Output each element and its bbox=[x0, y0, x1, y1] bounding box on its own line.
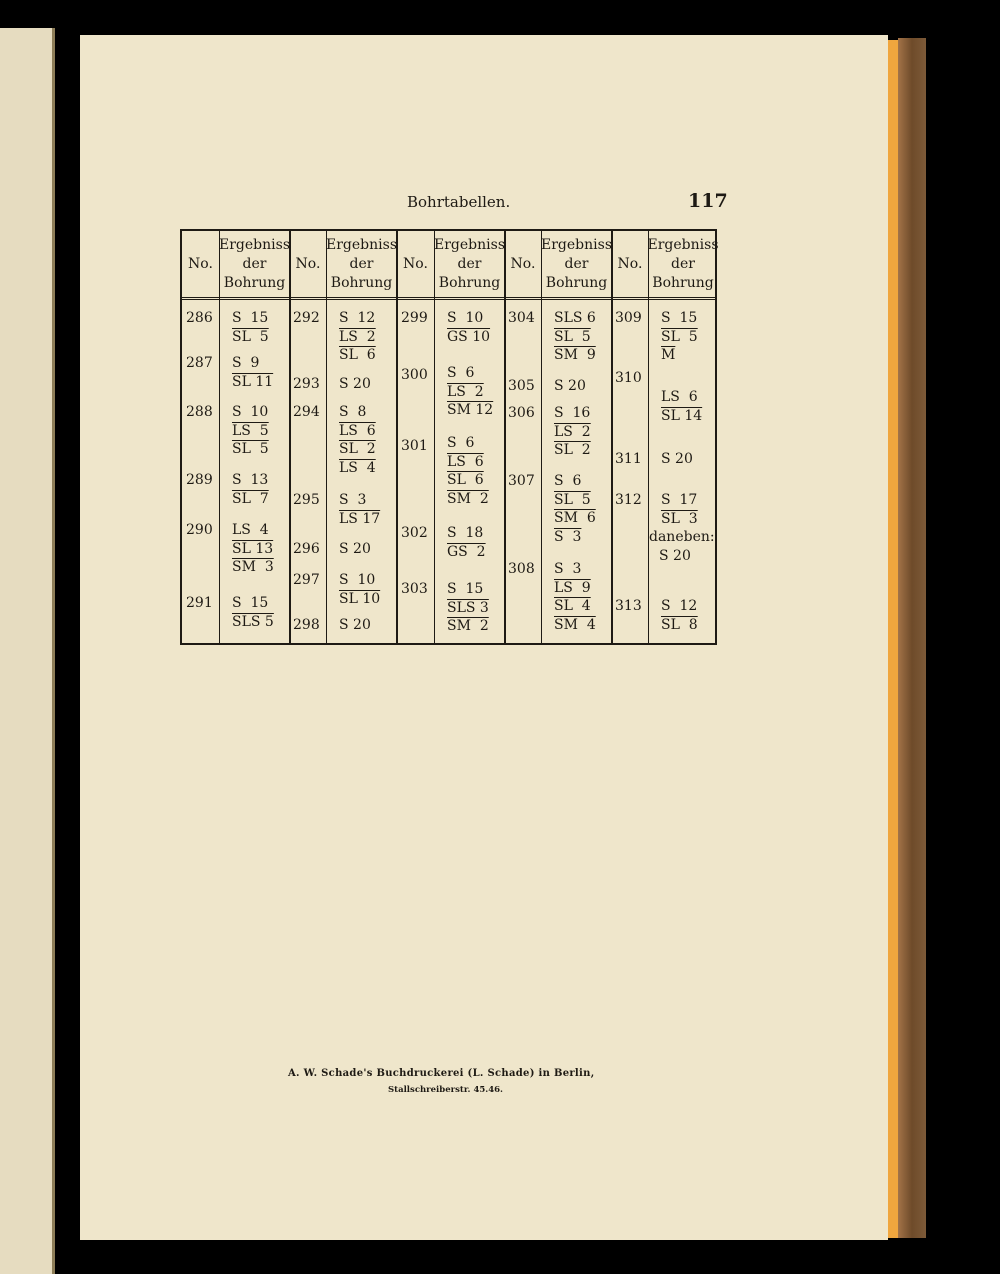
entry-number: 300 bbox=[401, 367, 428, 383]
bohrung-result: SL 10 bbox=[339, 590, 381, 607]
header-no: No. bbox=[295, 255, 321, 272]
bohrung-result: SM 4 bbox=[554, 617, 596, 634]
bohrung-result: LS 6 bbox=[661, 389, 698, 405]
bohrung-result: S 15 bbox=[232, 310, 269, 326]
entry-number: 297 bbox=[293, 572, 320, 588]
bohrung-result: SM 2 bbox=[447, 618, 489, 635]
header-ergebniss-line2: der bbox=[457, 255, 482, 272]
header-ergebniss-line1: Ergebniss bbox=[434, 236, 505, 253]
bohrung-result: S 20 bbox=[554, 378, 586, 394]
entry-number: 287 bbox=[186, 355, 213, 371]
entry-number: 301 bbox=[401, 438, 428, 454]
bohrung-result: $\overline{M}$ bbox=[661, 347, 676, 364]
bohrung-result: daneben: bbox=[649, 529, 715, 546]
entry-number: 310 bbox=[615, 370, 642, 386]
header-ergebniss-line1: Ergebniss bbox=[647, 236, 719, 253]
bohrung-result: S 3 bbox=[554, 561, 582, 577]
table-body bbox=[182, 231, 719, 647]
bohrung-result: S 15 bbox=[661, 310, 698, 326]
header-ergebniss-line3: Bohrung bbox=[330, 274, 393, 291]
bohrung-result: SL 5 bbox=[554, 491, 591, 508]
bohrung-result: SLS 6 bbox=[554, 310, 596, 326]
header-ergebniss-line1: Ergebniss bbox=[219, 236, 290, 253]
printer-imprint: A. W. Schade's Buchdruckerei (L. Schade) in Berlin, bbox=[288, 1068, 595, 1079]
bohrung-result: SL 14 bbox=[661, 407, 703, 424]
entry-number: 299 bbox=[401, 310, 428, 326]
bohrung-result: SM 2 bbox=[447, 491, 489, 508]
bohrung-result: S 20 bbox=[339, 617, 371, 633]
entry-number: 295 bbox=[293, 492, 320, 508]
entry-number: 293 bbox=[293, 376, 320, 392]
entry-number: 311 bbox=[615, 451, 642, 467]
bohrung-result: LS 6 bbox=[339, 422, 376, 439]
bohrung-result: SL 8 bbox=[661, 616, 698, 633]
bohrung-result: GS 2 bbox=[447, 543, 486, 560]
bohrung-result: SM 9 bbox=[554, 347, 596, 364]
bohrung-result: SL 2 bbox=[554, 442, 591, 459]
bohrung-result: SL 13 bbox=[232, 540, 274, 557]
bohrung-result: SM 3 bbox=[232, 559, 274, 576]
page-number: 117 bbox=[688, 190, 728, 212]
entry-number: 309 bbox=[615, 310, 642, 326]
bohrung-result: S 20 bbox=[339, 376, 371, 392]
bohrung-result: SL 2 bbox=[339, 441, 376, 458]
entry-number: 286 bbox=[186, 310, 213, 326]
bohrung-result: S 6 bbox=[447, 365, 475, 381]
header-ergebniss-line2: der bbox=[349, 255, 374, 272]
bohrung-result: S 10 bbox=[232, 404, 269, 420]
bohrung-result: S 8 bbox=[339, 404, 367, 420]
entry-number: 305 bbox=[508, 378, 535, 394]
header-ergebniss-line2: der bbox=[242, 255, 267, 272]
bohrung-result: SL 5 bbox=[232, 441, 269, 458]
bohrung-result: LS 4 bbox=[339, 460, 376, 477]
header-no: No. bbox=[403, 255, 428, 272]
drilling-table bbox=[180, 229, 717, 645]
entry-number: 296 bbox=[293, 541, 320, 557]
header-ergebniss-line1: Ergebniss bbox=[541, 236, 612, 253]
bohrung-result: LS 2 bbox=[554, 423, 591, 440]
entry-number: 307 bbox=[508, 473, 535, 489]
running-head: Bohrtabellen. bbox=[407, 193, 511, 211]
bohrung-result: S 20 bbox=[339, 541, 371, 557]
bohrung-result: LS 17 bbox=[339, 510, 381, 527]
header-no: No. bbox=[188, 255, 213, 272]
bohrung-result: SL 6 bbox=[447, 472, 484, 489]
entry-number: 289 bbox=[186, 472, 213, 488]
bohrung-result: SLS 5 bbox=[232, 613, 274, 630]
bohrung-result: S 20 bbox=[659, 548, 691, 565]
header-no: No. bbox=[510, 255, 536, 272]
entry-number: 288 bbox=[186, 404, 213, 420]
book-cover-edge bbox=[898, 38, 926, 1238]
entry-number: 298 bbox=[293, 617, 320, 633]
entry-number: 308 bbox=[508, 561, 535, 577]
bohrung-result: LS 6 bbox=[447, 453, 484, 470]
header-ergebniss-line3: Bohrung bbox=[652, 274, 714, 291]
bohrung-result: SL 7 bbox=[232, 490, 269, 507]
entry-number: 306 bbox=[508, 405, 535, 421]
bohrung-result: S 10 bbox=[339, 572, 376, 588]
header-no: No. bbox=[617, 255, 643, 272]
header-ergebniss-line3: Bohrung bbox=[545, 274, 608, 291]
bohrung-result: S 6 bbox=[554, 473, 582, 489]
header-ergebniss-line2: der bbox=[671, 255, 695, 272]
bohrung-result: LS 4 bbox=[232, 522, 269, 538]
bohrung-result: S 3 bbox=[554, 529, 582, 546]
bohrung-result: SM 6 bbox=[554, 510, 596, 527]
bohrung-result: SM 12 bbox=[447, 402, 494, 419]
bohrung-result: S 15 bbox=[232, 595, 269, 611]
entry-number: 304 bbox=[508, 310, 535, 326]
bohrung-result: LS 9 bbox=[554, 579, 591, 596]
entry-number: 294 bbox=[293, 404, 320, 420]
bohrung-result: SL 5 bbox=[554, 328, 591, 345]
bohrung-result: SL 11 bbox=[232, 373, 274, 390]
entry-number: 292 bbox=[293, 310, 320, 326]
header-ergebniss-line3: Bohrung bbox=[438, 274, 501, 291]
entry-number: 303 bbox=[401, 581, 428, 597]
header-ergebniss-line2: der bbox=[564, 255, 589, 272]
bohrung-result: S 15 bbox=[447, 581, 484, 597]
header-ergebniss-line1: Ergebniss bbox=[326, 236, 397, 253]
printer-address: Stallschreiberstr. 45.46. bbox=[388, 1085, 504, 1095]
bohrung-result: LS 2 bbox=[339, 328, 376, 345]
bohrung-result: S 12 bbox=[339, 310, 376, 326]
bohrung-result: SL 5 bbox=[661, 328, 698, 345]
bohrung-result: S 3 bbox=[339, 492, 367, 508]
entry-number: 302 bbox=[401, 525, 428, 541]
entry-number: 313 bbox=[615, 598, 642, 614]
bohrung-result: S 17 bbox=[661, 492, 698, 508]
bohrung-result: S 16 bbox=[554, 405, 591, 421]
bohrung-result: LS 5 bbox=[232, 422, 269, 439]
entry-number: 291 bbox=[186, 595, 213, 611]
bohrung-result: LS 2 bbox=[447, 383, 484, 400]
facing-page-edge bbox=[0, 28, 55, 1274]
bohrung-result: S 10 bbox=[447, 310, 484, 326]
bohrung-result: SL 4 bbox=[554, 598, 591, 615]
header-ergebniss-line3: Bohrung bbox=[223, 274, 286, 291]
entry-number: 290 bbox=[186, 522, 213, 538]
bohrung-result: S 18 bbox=[447, 525, 484, 541]
bohrung-result: S 9 bbox=[232, 355, 260, 371]
entry-number: 312 bbox=[615, 492, 642, 508]
bohrung-result: S 13 bbox=[232, 472, 269, 488]
bohrung-result: SLS 3 bbox=[447, 599, 489, 616]
page-edge-stripe bbox=[888, 40, 898, 1238]
bohrung-result: GS 10 bbox=[447, 328, 491, 345]
bohrung-result: S 20 bbox=[661, 451, 693, 467]
bohrung-result: S 6 bbox=[447, 435, 475, 451]
bohrung-result: SL 6 bbox=[339, 347, 376, 364]
bohrung-result: SL 5 bbox=[232, 328, 269, 345]
bohrung-result: SL 3 bbox=[661, 510, 698, 527]
bohrung-result: S 12 bbox=[661, 598, 698, 614]
